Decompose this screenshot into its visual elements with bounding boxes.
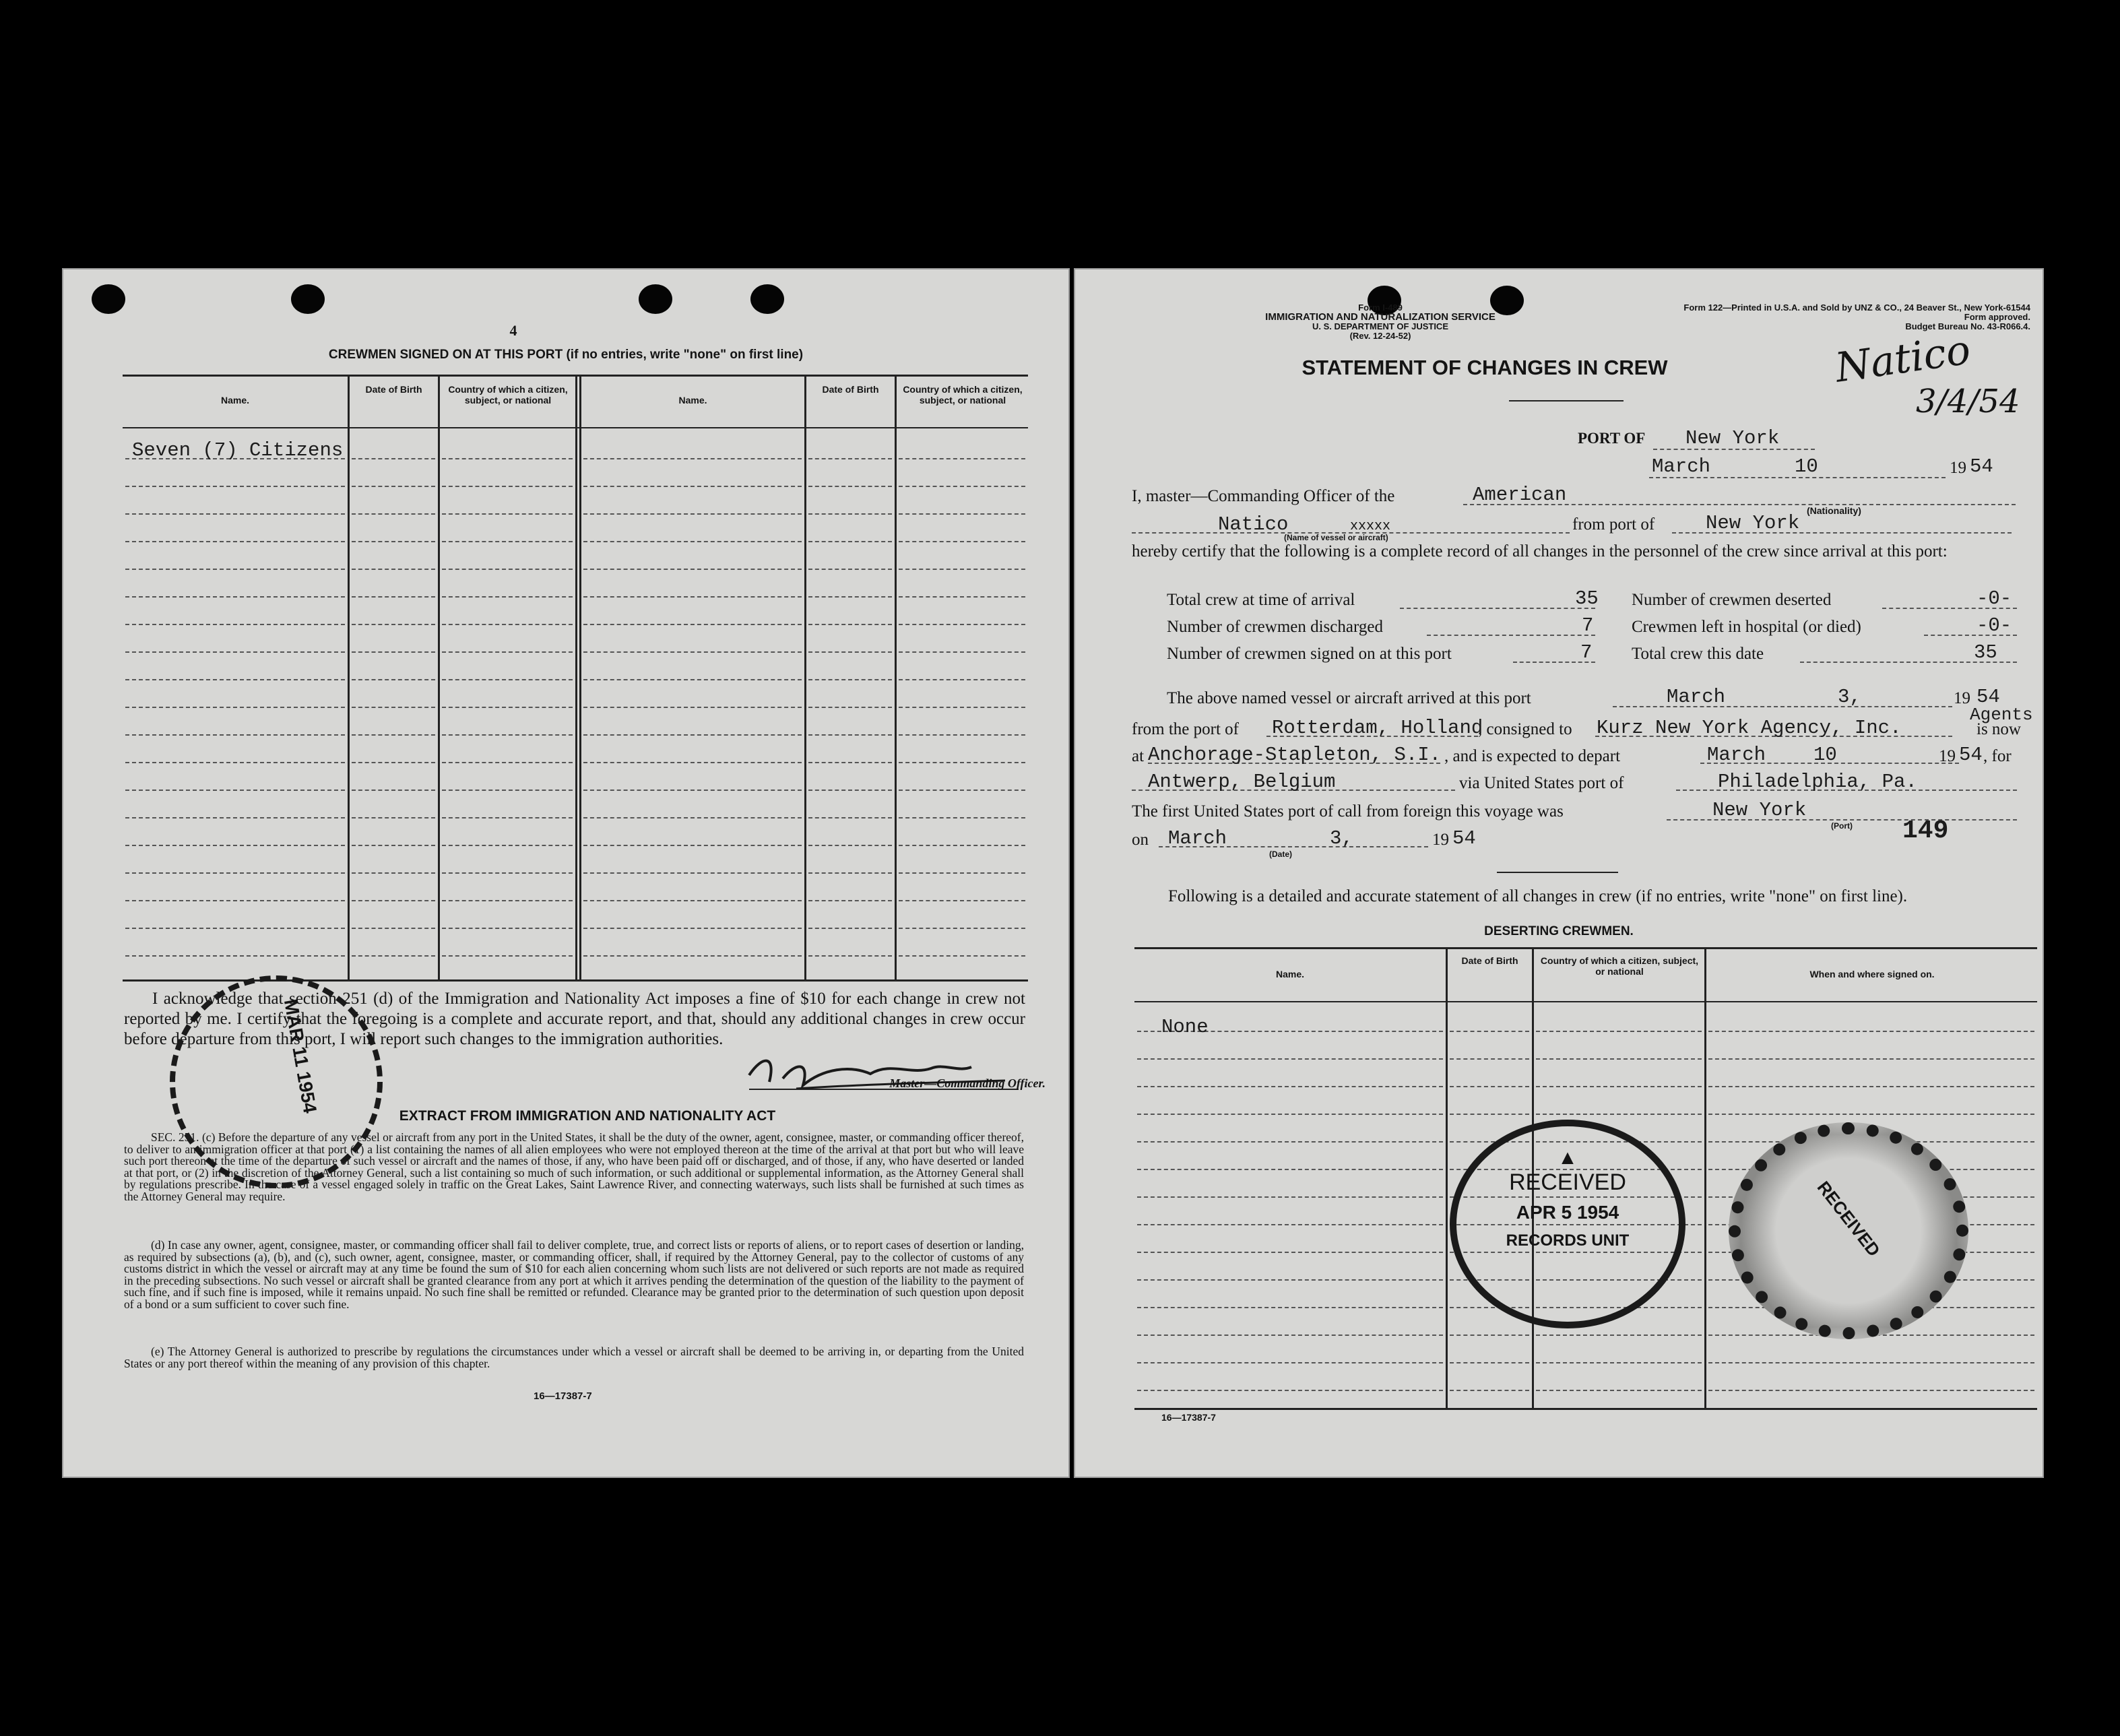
stat-value: 35 <box>1575 587 1599 610</box>
table-rule <box>583 513 802 515</box>
table-rule <box>583 569 802 570</box>
table-rule <box>125 624 345 625</box>
table-rule <box>352 928 435 929</box>
table-rule <box>352 486 435 487</box>
table-rule <box>808 569 892 570</box>
date-caption: (Date) <box>1269 849 1293 859</box>
received-stamp-dark <box>1729 1122 1968 1339</box>
report-year: 54 <box>1970 455 1993 478</box>
footer-code: 16—17387-7 <box>534 1390 592 1402</box>
from-port-of-value: Rotterdam, Holland <box>1272 717 1483 739</box>
table-rule <box>808 596 892 598</box>
port-caption: (Port) <box>1831 821 1853 831</box>
table-rule <box>125 845 345 846</box>
revision: (Rev. 12-24-52) <box>1349 331 1411 341</box>
on-month: March <box>1168 827 1227 849</box>
table-rule <box>442 872 573 874</box>
column-header: Country of which a citizen, subject, or national <box>448 384 568 406</box>
table-rule <box>1137 1169 1443 1170</box>
left-page <box>62 268 1070 1478</box>
footer-code: 16—17387-7 <box>1161 1412 1216 1423</box>
table-rule <box>352 513 435 515</box>
on-year-prefix: 19 <box>1432 831 1449 849</box>
page-number: 4 <box>509 322 517 339</box>
deserting-title: DESERTING CREWMEN. <box>1484 924 1634 938</box>
table-rule <box>442 458 573 459</box>
extract-section-d: (d) In case any owner, agent, consignee, master, or commanding officer shall fail to deliver complete, true, and correct lists or reports of aliens, or to report cases of desertion or landing, as required by subsections (a), (b), and (c), such owner, agent, consignee, master, or commanding officer, shall, if required by the Attorney General, pay to the collector of customs of any customs district in which the vessel or aircraft may at any time be found the sum of $10 for each alien concerning whom such lists are not delivered or such reports are not made as required in the preceding subsections. No such vessel or aircraft shall be granted clearance from any port at which it arrives pending the determination of the question of the liability to the payment of such fine, and if such fine is imposed, while it remains unpaid. No such fine shall be remitted or refunded. Clearance may be granted prior to the determination of such question upon deposit of a bond or a sum sufficient to cover such fine. <box>124 1238 1024 1311</box>
arrived-year: 54 <box>1977 686 2000 708</box>
received-stamp <box>1450 1120 1685 1328</box>
extract-section-c: SEC. 251. (c) Before the departure of any vessel or aircraft from any port in the United States, it shall be the duty of the owner, agent, consignee, master, or commanding officer thereof, to deliver to an immigration officer at that port (1) a list containing the names of all alien employees who were not employed thereon at the time of the arrival at that port but who will leave such port thereon at the time of the departure of such vessel or aircraft and the names of those, if any, who have been paid off or discharged, and of those, if any, who have deserted or landed at that port, or (2) in the discretion of the Attorney General, such a list containing so much of such information, or such additional or supplemental information, as the Attorney General shall by regulations prescribe. In the case of a vessel engaged solely in traffic on the Great Lakes, Saint Lawrence River, and connecting waterways, such lists shall be furnished at such times as the Attorney General may require. <box>124 1130 1024 1203</box>
table-rule <box>442 955 573 957</box>
table-rule <box>125 872 345 874</box>
signature-caption: Master—Commanding Officer. <box>889 1076 1046 1090</box>
table-rule <box>125 762 345 763</box>
table-rule <box>1708 1058 2034 1060</box>
table-rule <box>899 790 1025 791</box>
port-label: PORT OF <box>1578 430 1646 447</box>
column-header: Country of which a citizen, subject, or national <box>903 384 1023 406</box>
stat-label: Crewmen left in hospital (or died) <box>1632 618 1861 636</box>
table-rule <box>125 734 345 736</box>
nationality-caption: (Nationality) <box>1807 505 1861 516</box>
handwritten-date: 3/4/54 <box>1916 383 2020 420</box>
table-rule <box>808 872 892 874</box>
table-rule <box>899 486 1025 487</box>
on-year: 54 <box>1452 827 1476 849</box>
from-port-label: from port of <box>1572 515 1655 534</box>
table-rule <box>1137 1362 1443 1363</box>
table-rule <box>442 541 573 542</box>
master-signature <box>736 1048 1019 1102</box>
table-rule <box>899 845 1025 846</box>
table-rule <box>125 707 345 708</box>
table-rule <box>125 486 345 487</box>
table-rule <box>1137 1335 1443 1336</box>
column-header: Name. <box>1275 969 1305 979</box>
arrived-year-prefix: 19 <box>1954 689 1970 707</box>
destination: Antwerp, Belgium <box>1148 771 1336 793</box>
table-rule <box>442 624 573 625</box>
table-rule <box>442 486 573 487</box>
extract-title: EXTRACT FROM IMMIGRATION AND NATIONALITY ACT <box>399 1108 776 1124</box>
table-rule <box>583 762 802 763</box>
agents-note: Agents <box>1970 705 2033 725</box>
stat-value: 35 <box>1974 641 1997 664</box>
table-rule <box>442 651 573 653</box>
table-rule <box>125 513 345 515</box>
table-rule <box>1536 1335 1702 1336</box>
table-rule <box>583 541 802 542</box>
stat-label: Number of crewmen discharged <box>1167 618 1383 636</box>
punch-hole <box>291 284 325 314</box>
table-rule <box>352 817 435 818</box>
table-rule <box>808 458 892 459</box>
table-rule <box>583 624 802 625</box>
right-page <box>1074 268 2044 1478</box>
table-rule <box>1137 1307 1443 1308</box>
table-rule <box>1450 1086 1529 1087</box>
table-rule <box>899 872 1025 874</box>
table-rule <box>352 762 435 763</box>
table-rule <box>1708 1362 2034 1363</box>
table-rule <box>352 707 435 708</box>
table-rule <box>583 707 802 708</box>
table-rule <box>808 541 892 542</box>
table-rule <box>352 624 435 625</box>
up-arrow-icon: ▲ <box>1557 1147 1578 1169</box>
table-rule <box>899 928 1025 929</box>
table-rule <box>1450 1335 1529 1336</box>
at-value: Anchorage-Stapleton, S.I. <box>1148 744 1442 766</box>
table-rule <box>1536 1058 1702 1060</box>
table-rule <box>1137 1252 1443 1253</box>
table-rule <box>1536 1390 1702 1391</box>
table-rule <box>583 651 802 653</box>
table-rule <box>899 569 1025 570</box>
table-rule <box>583 928 802 929</box>
table-rule <box>1450 1362 1529 1363</box>
table-rule <box>899 734 1025 736</box>
table-rule <box>1708 1031 2034 1032</box>
table-row: Seven (7) Citizens <box>132 439 344 461</box>
stat-value: 7 <box>1582 614 1594 637</box>
table-rule <box>442 817 573 818</box>
form-header <box>1229 303 1532 341</box>
table-rule <box>442 762 573 763</box>
table-rule <box>583 817 802 818</box>
table-rule <box>808 790 892 791</box>
table-rule <box>1450 1058 1529 1060</box>
report-year-prefix: 19 <box>1950 459 1966 477</box>
port-value: New York <box>1685 427 1780 449</box>
punch-hole <box>92 284 125 314</box>
table-rule <box>1137 1141 1443 1143</box>
table-rule <box>125 900 345 901</box>
table-rule <box>125 569 345 570</box>
form-title: STATEMENT OF CHANGES IN CREW <box>1302 356 1668 379</box>
table-rule <box>1137 1086 1443 1087</box>
approval-line: Form approved. <box>1964 312 2030 322</box>
table-rule <box>899 541 1025 542</box>
table-rule <box>808 651 892 653</box>
vessel-name: Natico <box>1218 513 1289 536</box>
agency-name: IMMIGRATION AND NATURALIZATION SERVICE <box>1265 311 1496 323</box>
port-stamp-date: MAR 11 1954 <box>280 997 321 1115</box>
expected-label: , and is expected to depart <box>1444 747 1621 765</box>
arrived-day: 3, <box>1838 686 1861 708</box>
table-rule <box>442 790 573 791</box>
table-rule <box>352 596 435 598</box>
column-header: Date of Birth <box>365 384 422 395</box>
table-rule <box>125 955 345 957</box>
table-rule <box>125 790 345 791</box>
table-rule <box>899 624 1025 625</box>
table-rule <box>1708 1086 2034 1087</box>
table-rule <box>808 734 892 736</box>
punch-hole <box>750 284 784 314</box>
table-rule <box>442 900 573 901</box>
column-header: Date of Birth <box>1461 955 1518 966</box>
table-rule <box>1536 1362 1702 1363</box>
table-rule <box>899 762 1025 763</box>
depart-year-prefix: 19 <box>1939 747 1956 765</box>
handwritten-vessel: Natico <box>1832 326 1974 392</box>
stat-label: Total crew at time of arrival <box>1167 591 1355 609</box>
table-rule <box>125 928 345 929</box>
table-rule <box>808 679 892 680</box>
first-port-value: New York <box>1712 799 1807 821</box>
table-rule <box>442 679 573 680</box>
stat-label: Number of crewmen deserted <box>1632 591 1832 609</box>
table-rule <box>352 734 435 736</box>
punch-hole <box>639 284 672 314</box>
table-rule <box>899 955 1025 957</box>
table-rule <box>1450 1031 1529 1032</box>
stat-label: Total crew this date <box>1632 645 1764 663</box>
on-day: 3, <box>1330 827 1353 849</box>
via-value: Philadelphia, Pa. <box>1718 771 1917 793</box>
nationality-value: American <box>1473 484 1567 506</box>
table-rule <box>352 569 435 570</box>
table-rule <box>583 845 802 846</box>
form-number: Form I-489 <box>1358 302 1403 313</box>
stat-value: 7 <box>1580 641 1593 664</box>
table-rule <box>808 486 892 487</box>
table-rule <box>442 513 573 515</box>
table-rule <box>352 845 435 846</box>
table-rule <box>125 596 345 598</box>
table-rule <box>583 790 802 791</box>
department-name: U. S. DEPARTMENT OF JUSTICE <box>1312 321 1448 331</box>
column-header: Name. <box>678 395 707 406</box>
table-rule <box>352 872 435 874</box>
report-month: March <box>1652 455 1711 478</box>
depart-year: 54 <box>1959 744 1983 766</box>
budget-bureau: Budget Bureau No. 43-R066.4. <box>1905 321 2030 331</box>
table-rule <box>442 569 573 570</box>
column-header: Name. <box>220 395 250 406</box>
arrived-month: March <box>1667 686 1726 708</box>
table-rule <box>899 707 1025 708</box>
from-port-of-label: from the port of <box>1132 720 1239 738</box>
table-rule <box>808 762 892 763</box>
table-rule <box>808 513 892 515</box>
table-rule <box>899 900 1025 901</box>
table-rule <box>1536 1114 1702 1115</box>
table-rule <box>1137 1279 1443 1281</box>
stat-value: -0- <box>1977 587 2012 610</box>
table-rule <box>352 790 435 791</box>
table-row: None <box>1161 1016 1209 1038</box>
from-port-value: New York <box>1706 512 1800 534</box>
table-rule <box>442 707 573 708</box>
table-rule <box>899 458 1025 459</box>
table-rule <box>808 900 892 901</box>
table-rule <box>1137 1390 1443 1391</box>
first-port-label: The first United States port of call from foreign this voyage was <box>1132 802 1564 821</box>
table-rule <box>583 596 802 598</box>
table-rule <box>352 900 435 901</box>
table-rule <box>808 955 892 957</box>
table-rule <box>352 458 435 459</box>
arrived-label: The above named vessel or aircraft arrived at this port <box>1167 689 1531 707</box>
table-rule <box>125 541 345 542</box>
table-rule <box>583 679 802 680</box>
table-rule <box>899 651 1025 653</box>
column-header: Country of which a citizen, subject, or national <box>1540 955 1699 977</box>
table-rule <box>125 651 345 653</box>
table-rule <box>125 679 345 680</box>
table-rule <box>352 541 435 542</box>
for-label: , for <box>1983 747 2012 765</box>
table-rule <box>1450 1390 1529 1391</box>
table-rule <box>808 817 892 818</box>
table-rule <box>1536 1031 1702 1032</box>
table-rule <box>352 651 435 653</box>
table-rule <box>583 900 802 901</box>
table-rule <box>1708 1390 2034 1391</box>
table-rule <box>808 845 892 846</box>
depart-day: 10 <box>1813 744 1837 766</box>
master-line: I, master—Commanding Officer of the <box>1132 487 1395 505</box>
stamp-date: APR 5 1954 <box>1516 1202 1619 1223</box>
table-rule <box>1708 1114 2034 1115</box>
table-rule <box>899 679 1025 680</box>
port-stamp <box>170 975 383 1188</box>
column-header: Date of Birth <box>822 384 879 395</box>
depart-month: March <box>1707 744 1766 766</box>
table-rule <box>583 458 802 459</box>
acknowledgment-text: I acknowledge that section 251 (d) of the Immigration and Nationality Act imposes a fine of $10 for each change in crew not reported by me. I certify that the foregoing is a complete and accurate report, and that, should any additional changes in crew occur before departure from this port, I will report such changes to the immigration authorities. <box>124 990 1025 1048</box>
printer-line: Form 122—Printed in U.S.A. and Sold by UNZ & CO., 24 Beaver St., New York-61544 <box>1683 302 2030 313</box>
on-label: on <box>1132 831 1149 849</box>
table-rule <box>125 817 345 818</box>
consigned-value: Kurz New York Agency, Inc. <box>1597 717 1902 739</box>
table-rule <box>442 596 573 598</box>
table-rule <box>442 928 573 929</box>
stat-value: -0- <box>1977 614 2012 637</box>
table-rule <box>352 955 435 957</box>
report-day: 10 <box>1795 455 1818 478</box>
table-rule <box>899 513 1025 515</box>
stat-label: Number of crewmen signed on at this port <box>1167 645 1452 663</box>
section-title: CREWMEN SIGNED ON AT THIS PORT (if no entries, write "none" on first line) <box>328 348 804 362</box>
table-rule <box>1536 1086 1702 1087</box>
table-rule <box>808 624 892 625</box>
certify-text: hereby certify that the following is a complete record of all changes in the personnel of the crew since arrival at this port: <box>1132 542 1948 560</box>
extract-section-e: (e) The Attorney General is authorized to prescribe by regulations the circumstances under which a vessel or aircraft shall be deemed to be arriving in, or departing from the United States or any port thereof within the meaning of any provision of this chapter. <box>124 1345 1024 1370</box>
column-header: When and where signed on. <box>1809 969 1935 979</box>
table-rule <box>442 845 573 846</box>
table-rule <box>1450 1114 1529 1115</box>
stamp-unit: RECORDS UNIT <box>1506 1231 1630 1250</box>
table-rule <box>808 928 892 929</box>
table-rule <box>583 872 802 874</box>
stamp-received: RECEIVED <box>1509 1169 1626 1195</box>
page-number-hw: 149 <box>1902 816 1949 845</box>
table-rule <box>1137 1114 1443 1115</box>
vessel-caption: (Name of vessel or aircraft) <box>1284 533 1388 542</box>
table-rule <box>808 707 892 708</box>
table-rule <box>583 734 802 736</box>
table-rule <box>583 486 802 487</box>
is-now-label: is now <box>1977 720 2021 738</box>
at-label: at <box>1132 747 1145 765</box>
table-rule <box>899 817 1025 818</box>
table-rule <box>1137 1058 1443 1060</box>
stamp-received-dark: RECEIVED <box>1813 1177 1885 1260</box>
following-text: Following is a detailed and accurate statement of all changes in crew (if no entries, write "none" on first line). <box>1168 887 1908 905</box>
consigned-label: , consigned to <box>1478 720 1572 738</box>
vessel-type-strikeout: xxxxx <box>1350 519 1391 534</box>
table-rule <box>899 596 1025 598</box>
table-rule <box>1137 1196 1443 1198</box>
table-rule <box>1137 1224 1443 1225</box>
table-rule <box>352 679 435 680</box>
table-rule <box>442 734 573 736</box>
via-label: via United States port of <box>1459 774 1624 792</box>
table-rule <box>583 955 802 957</box>
